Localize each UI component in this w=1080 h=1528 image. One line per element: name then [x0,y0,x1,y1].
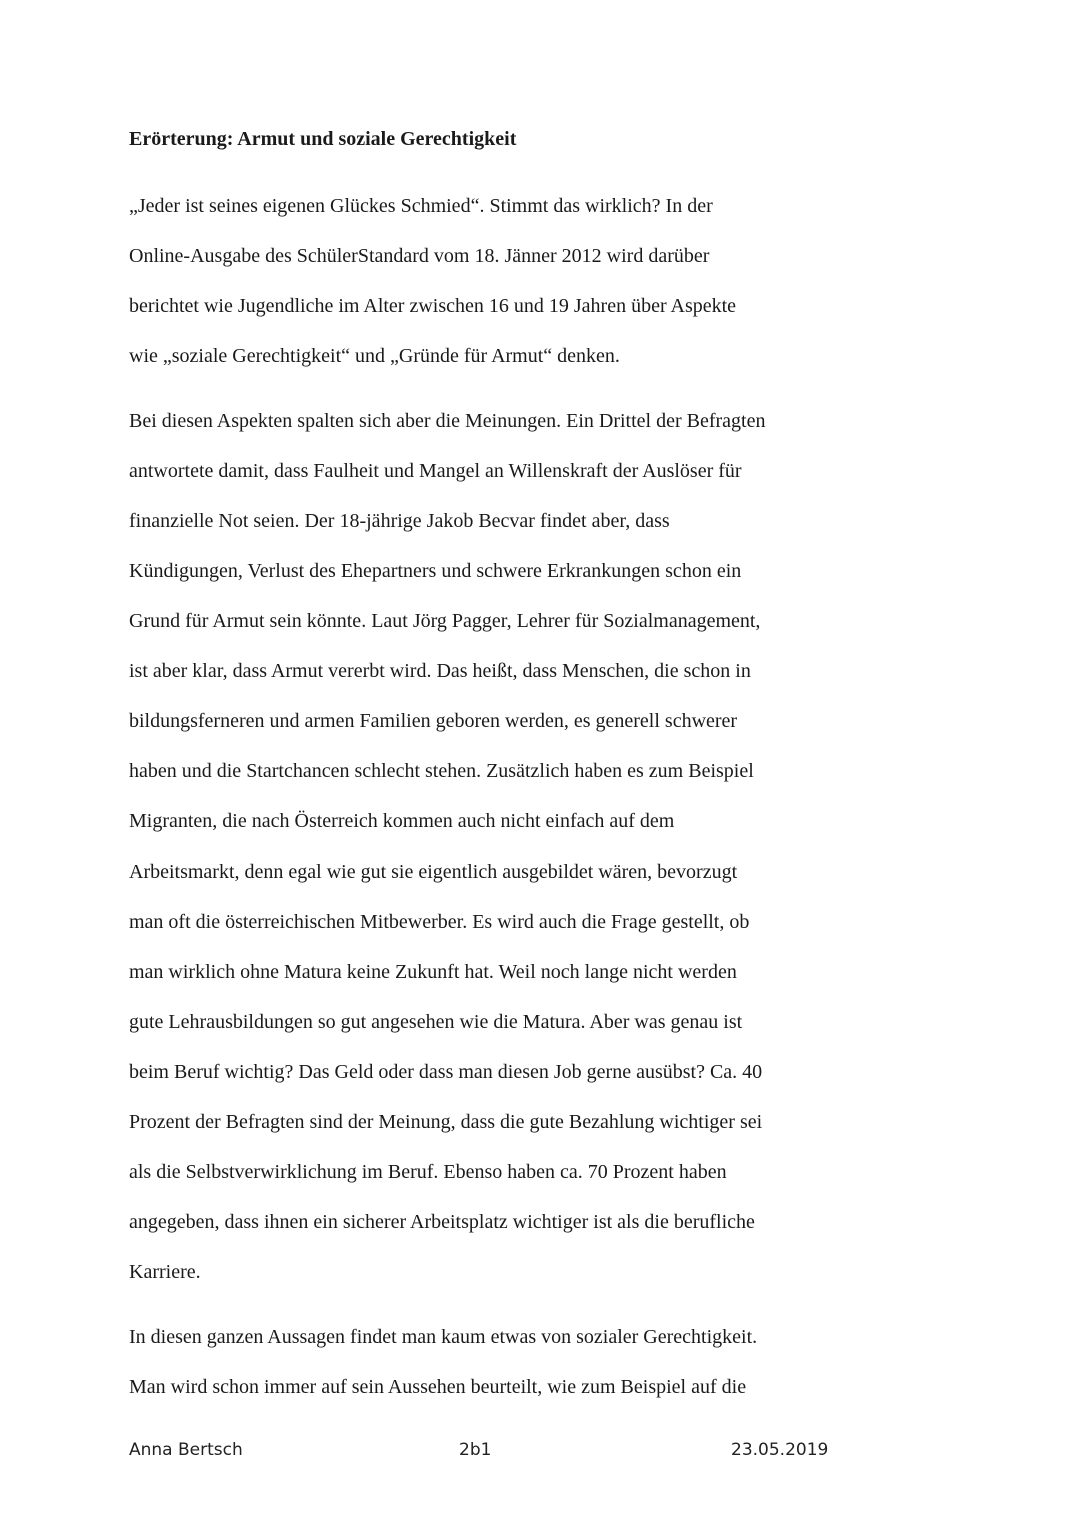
text-line: Arbeitsmarkt, denn egal wie gut sie eigentlich ausgebildet wären, bevorzugt [129,861,738,883]
text-line: finanzielle Not seien. Der 18-jährige Jakob Becvar findet aber, dass [129,510,670,532]
text-line: Bei diesen Aspekten spalten sich aber die Meinungen. Ein Drittel der Befragten [129,410,766,432]
footer-class: 2b1 [459,1440,492,1460]
text-line: beim Beruf wichtig? Das Geld oder dass man diesen Job gerne ausübst? Ca. 40 [129,1061,763,1083]
text-line: haben und die Startchancen schlecht stehen. Zusätzlich haben es zum Beispiel [129,760,754,782]
text-line: gute Lehrausbildungen so gut angesehen wie die Matura. Aber was genau ist [129,1011,743,1033]
text-line: man oft die österreichischen Mitbewerber. Es wird auch die Frage gestellt, ob [129,911,750,933]
text-line: als die Selbstverwirklichung im Beruf. Ebenso haben ca. 70 Prozent haben [129,1161,727,1183]
text-line: man wirklich ohne Matura keine Zukunft hat. Weil noch lange nicht werden [129,961,737,983]
text-line: wie „soziale Gerechtigkeit“ und „Gründe für Armut“ denken. [129,345,620,367]
text-line: antwortete damit, dass Faulheit und Mangel an Willenskraft der Auslöser für [129,460,742,482]
text-line: angegeben, dass ihnen ein sicherer Arbeitsplatz wichtiger ist als die berufliche [129,1211,755,1233]
footer-date: 23.05.2019 [731,1440,829,1460]
text-line: Grund für Armut sein könnte. Laut Jörg Pagger, Lehrer für Sozialmanagement, [129,610,761,632]
text-line: bildungsferneren und armen Familien geboren werden, es generell schwerer [129,710,738,732]
document-title: Erörterung: Armut und soziale Gerechtigkeit [129,128,517,150]
text-line: In diesen ganzen Aussagen findet man kaum etwas von sozialer Gerechtigkeit. [129,1326,758,1348]
footer-author: Anna Bertsch [129,1440,243,1460]
text-line: „Jeder ist seines eigenen Glückes Schmied“. Stimmt das wirklich? In der [129,195,713,217]
text-line: Migranten, die nach Österreich kommen auch nicht einfach auf dem [129,810,675,832]
text-line: Karriere. [129,1261,201,1283]
text-line: Kündigungen, Verlust des Ehepartners und schwere Erkrankungen schon ein [129,560,742,582]
text-line: berichtet wie Jugendliche im Alter zwischen 16 und 19 Jahren über Aspekte [129,295,737,317]
text-line: Man wird schon immer auf sein Aussehen beurteilt, wie zum Beispiel auf die [129,1376,747,1398]
text-line: ist aber klar, dass Armut vererbt wird. Das heißt, dass Menschen, die schon in [129,660,751,682]
text-line: Online-Ausgabe des SchülerStandard vom 18. Jänner 2012 wird darüber [129,245,710,267]
text-line: Prozent der Befragten sind der Meinung, dass die gute Bezahlung wichtiger sei [129,1111,763,1133]
